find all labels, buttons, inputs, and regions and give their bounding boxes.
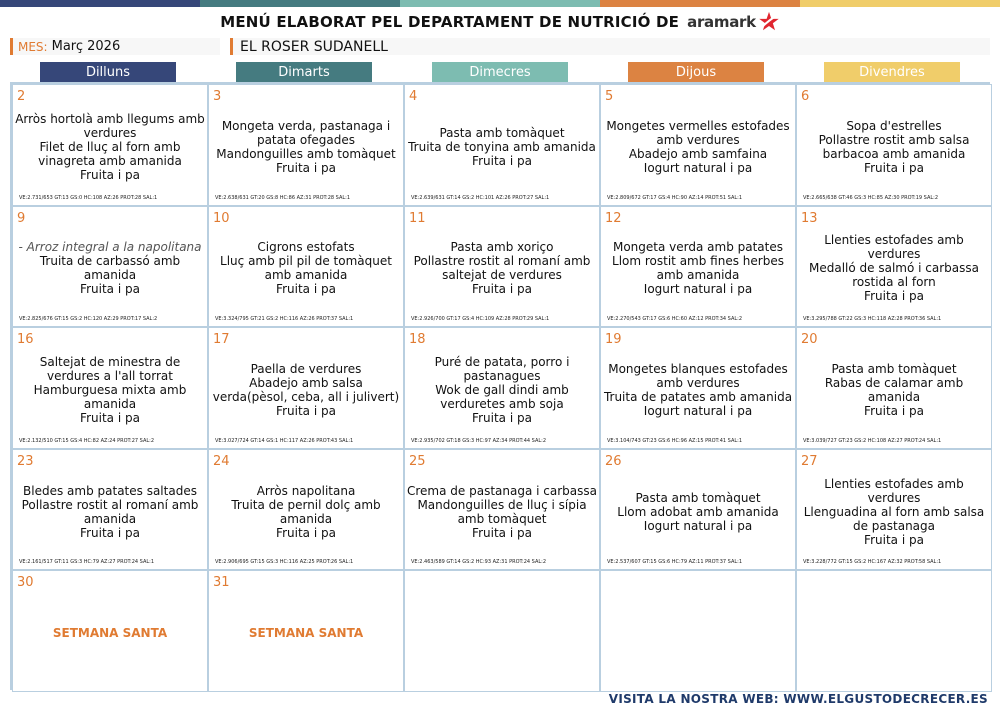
- nutrition-info: VE:2.463/589 GT:14 GS:2 HC:93 AZ:31 PROT:24 SAL:2: [411, 559, 547, 566]
- day-number: 26: [605, 453, 622, 469]
- menu-dish: Fruita i pa: [472, 410, 532, 425]
- menu-items: [15, 346, 205, 434]
- day-number: 30: [17, 575, 34, 591]
- month-field: [10, 38, 220, 55]
- band-navy: [0, 0, 200, 7]
- menu-dish: Hamburguesa mixta amb amanida: [33, 382, 187, 411]
- day-cell: [796, 206, 992, 328]
- menu-dish: Saltejat de minestra de verdures a l'all torrat: [39, 354, 181, 383]
- menu-dish: Fruita i pa: [472, 153, 532, 168]
- nutrition-info: VE:3.027/724 GT:14 GS:1 HC:117 AZ:26 PROT:43 SAL:1: [215, 437, 354, 444]
- menu-dish: Iogurt natural i pa: [643, 518, 753, 533]
- menu-dish: Mandonguilles de lluç i sípia amb tomàquet: [417, 497, 587, 526]
- menu-items: [211, 468, 401, 556]
- day-number: 19: [605, 332, 622, 348]
- day-cell: [208, 449, 404, 571]
- menu-dish: Llom adobat amb amanida: [617, 504, 779, 519]
- menu-items: [15, 103, 205, 191]
- menu-calendar: [10, 82, 990, 690]
- day-cell: [404, 206, 600, 328]
- menu-items: [603, 346, 793, 434]
- weekday-dijous: Dijous: [628, 62, 764, 82]
- menu-dish: Fruita i pa: [472, 282, 532, 297]
- day-number: 11: [409, 210, 426, 226]
- menu-dish: Pasta amb tomàquet: [439, 125, 565, 140]
- day-cell: [208, 206, 404, 328]
- nutrition-info: VE:2.906/695 GT:15 GS:3 HC:116 AZ:25 PROT:26 SAL:1: [215, 559, 354, 566]
- nutrition-info: VE:2.926/700 GT:17 GS:4 HC:109 AZ:28 PROT:29 SAL:1: [411, 316, 550, 323]
- nutrition-info: VE:2.809/672 GT:17 GS:4 HC:90 AZ:14 PROT:51 SAL:1: [607, 194, 743, 201]
- menu-dish: Truita de pernil dolç amb amanida: [231, 497, 381, 526]
- menu-dish: Llenguadina al forn amb salsa de pastanaga: [803, 504, 985, 533]
- day-cell: [208, 84, 404, 206]
- menu-dish: Fruita i pa: [864, 289, 924, 304]
- menu-items: [407, 468, 597, 556]
- menu-dish: Pollastre rostit al romaní amb amanida: [21, 497, 199, 526]
- day-number: 25: [409, 453, 426, 469]
- menu-items: [603, 468, 793, 556]
- nutrition-info: VE:3.324/795 GT:21 GS:2 HC:116 AZ:26 PROT:37 SAL:1: [215, 316, 354, 323]
- menu-dish: Filet de lluç al forn amb vinagreta amb amanida: [38, 139, 182, 168]
- menu-dish: Sopa d'estrelles: [846, 118, 942, 133]
- title-text: MENÚ ELABORAT PEL DEPARTAMENT DE NUTRICIÓ DE: [220, 13, 680, 31]
- holiday-label: SETMANA SANTA: [248, 626, 364, 641]
- menu-dish: Puré de patata, porro i pastanagues: [434, 354, 570, 383]
- nutrition-info: VE:3.228/772 GT:15 GS:2 HC:167 AZ:32 PROT:58 SAL:1: [803, 559, 942, 566]
- menu-items: [603, 225, 793, 313]
- menu-items: [15, 468, 205, 556]
- nutrition-info: VE:2.935/702 GT:18 GS:3 HC:97 AZ:34 PROT:44 SAL:2: [411, 437, 547, 444]
- day-cell: [796, 327, 992, 449]
- month-value: Març 2026: [51, 39, 121, 54]
- day-number: 27: [801, 453, 818, 469]
- menu-items: [211, 103, 401, 191]
- menu-dish: Fruita i pa: [864, 532, 924, 547]
- menu-dish: Arròs napolitana: [256, 483, 356, 498]
- menu-dish: Fruita i pa: [276, 525, 336, 540]
- menu-dish: Iogurt natural i pa: [643, 403, 753, 418]
- menu-dish: Fruita i pa: [276, 160, 336, 175]
- menu-dish: Fruita i pa: [80, 525, 140, 540]
- nutrition-info: VE:2.638/631 GT:20 GS:8 HC:86 AZ:31 PROT:28 SAL:1: [215, 194, 351, 201]
- footer-website[interactable]: VISITA LA NOSTRA WEB: WWW.ELGUSTODECRECER.ES: [608, 692, 988, 706]
- page-title: [0, 10, 1000, 34]
- menu-dish: Llenties estofades amb verdures: [824, 233, 964, 262]
- day-cell: [404, 449, 600, 571]
- menu-items: [799, 225, 989, 313]
- menu-dish: Mongetes blanques estofades amb verdures: [608, 361, 788, 390]
- menu-dish: Abadejo amb samfaina: [628, 146, 768, 161]
- menu-dish: Crema de pastanaga i carbassa: [407, 483, 597, 498]
- nutrition-info: VE:2.132/510 GT:15 GS:4 HC:82 AZ:24 PROT:27 SAL:2: [19, 437, 155, 444]
- day-cell: [796, 449, 992, 571]
- menu-dish: Llom rostit amb fines herbes amb amanida: [612, 254, 784, 283]
- weekday-dimarts: Dimarts: [236, 62, 372, 82]
- day-number: 20: [801, 332, 818, 348]
- menu-items: [407, 346, 597, 434]
- weekday-divendres: Divendres: [824, 62, 960, 82]
- menu-items: [407, 103, 597, 191]
- menu-dish: Pollastre rostit amb salsa barbacoa amb amanida: [818, 132, 970, 161]
- menu-items: [407, 225, 597, 313]
- nutrition-info: VE:3.104/743 GT:23 GS:6 HC:96 AZ:15 PROT:41 SAL:1: [607, 437, 743, 444]
- menu-dish: Pasta amb tomàquet: [635, 490, 761, 505]
- day-number: 18: [409, 332, 426, 348]
- day-number: 5: [605, 89, 614, 104]
- day-number: 17: [213, 332, 230, 348]
- day-number: 24: [213, 453, 230, 469]
- band-orange: [600, 0, 800, 7]
- menu-items: [211, 225, 401, 313]
- nutrition-info: VE:3.295/788 GT:22 GS:3 HC:118 AZ:28 PROT:36 SAL:1: [803, 316, 942, 323]
- day-cell: [796, 84, 992, 206]
- day-number: 10: [213, 210, 230, 226]
- menu-dish: Arròs hortolà amb llegums amb verdures: [15, 111, 205, 140]
- day-cell: [600, 206, 796, 328]
- day-number: 12: [605, 210, 622, 226]
- weekday-dimecres: Dimecres: [432, 62, 568, 82]
- school-field: [230, 38, 990, 55]
- menu-items: [799, 346, 989, 434]
- menu-items: [799, 103, 989, 191]
- day-cell: [600, 84, 796, 206]
- nutrition-info: VE:2.825/676 GT:15 GS:2 HC:120 AZ:29 PROT:17 SAL:2: [19, 316, 158, 323]
- band-yellow: [800, 0, 1000, 7]
- menu-dish: Iogurt natural i pa: [643, 160, 753, 175]
- nutrition-info: VE:2.161/517 GT:11 GS:3 HC:79 AZ:27 PROT:24 SAL:1: [19, 559, 155, 566]
- menu-dish: Mongetes vermelles estofades amb verdures: [606, 118, 790, 147]
- day-number: 16: [17, 332, 34, 348]
- day-number: 23: [17, 453, 34, 469]
- day-cell: [600, 327, 796, 449]
- menu-dish: Paella de verdures: [250, 361, 362, 376]
- menu-items: [211, 346, 401, 434]
- day-cell: [404, 84, 600, 206]
- menu-items: [211, 589, 401, 677]
- day-number: 31: [213, 575, 230, 591]
- day-cell: [796, 570, 992, 692]
- day-cell: [404, 570, 600, 692]
- menu-dish: Fruita i pa: [472, 525, 532, 540]
- menu-dish: Fruita i pa: [864, 160, 924, 175]
- day-cell: [12, 449, 208, 571]
- menu-dish: Mongeta verda, pastanaga i patata ofegades: [221, 118, 391, 147]
- day-cell: [12, 570, 208, 692]
- month-label: MES:: [18, 39, 48, 54]
- menu-dish: Abadejo amb salsa verda(pèsol, ceba, all i julivert): [212, 375, 400, 404]
- menu-dish: Rabas de calamar amb amanida: [824, 375, 964, 404]
- day-number: 9: [17, 210, 26, 226]
- nutrition-info: VE:2.537/607 GT:15 GS:6 HC:79 AZ:11 PROT:37 SAL:1: [607, 559, 743, 566]
- day-cell: [208, 327, 404, 449]
- nutrition-info: VE:3.039/727 GT:23 GS:2 HC:108 AZ:27 PROT:24 SAL:1: [803, 437, 942, 444]
- menu-dish: Medalló de salmó i carbassa rostida al forn: [809, 261, 979, 290]
- day-number: 4: [409, 89, 418, 104]
- menu-dish: Fruita i pa: [80, 410, 140, 425]
- menu-dish: Cigrons estofats: [257, 240, 355, 255]
- holiday-label: SETMANA SANTA: [52, 626, 168, 641]
- day-cell: [404, 327, 600, 449]
- menu-items: [15, 589, 205, 677]
- day-number: 2: [17, 89, 26, 104]
- menu-dish: Fruita i pa: [276, 403, 336, 418]
- color-band: [0, 0, 1000, 7]
- menu-dish: Pasta amb xoriço: [450, 240, 554, 255]
- menu-dish: Mandonguilles amb tomàquet: [216, 146, 396, 161]
- day-cell: [600, 449, 796, 571]
- menu-items: [603, 103, 793, 191]
- menu-dish: Llenties estofades amb verdures: [824, 476, 964, 505]
- menu-dish: Pasta amb tomàquet: [831, 361, 957, 376]
- menu-dish: - Arroz integral a la napolitana: [18, 240, 202, 255]
- day-cell: [600, 570, 796, 692]
- menu-items: [15, 225, 205, 313]
- logo-text: aramark: [687, 13, 756, 31]
- day-number: 6: [801, 89, 810, 104]
- day-cell: [12, 206, 208, 328]
- menu-dish: Truita de tonyina amb amanida: [408, 139, 596, 154]
- nutrition-info: VE:2.731/653 GT:13 GS:0 HC:108 AZ:26 PROT:28 SAL:1: [19, 194, 158, 201]
- menu-dish: Bledes amb patates saltades: [23, 483, 197, 498]
- weekday-header: [10, 62, 990, 82]
- day-cell: [12, 327, 208, 449]
- aramark-logo: [687, 11, 780, 33]
- nutrition-info: VE:2.665/638 GT:46 GS:3 HC:85 AZ:30 PROT:19 SAL:2: [803, 194, 939, 201]
- day-number: 3: [213, 89, 222, 104]
- day-cell: [208, 570, 404, 692]
- menu-dish: Lluç amb pil pil de tomàquet amb amanida: [220, 254, 392, 283]
- day-cell: [12, 84, 208, 206]
- menu-dish: Fruita i pa: [276, 282, 336, 297]
- menu-dish: Iogurt natural i pa: [643, 282, 753, 297]
- band-teal-dark: [200, 0, 400, 7]
- menu-dish: Fruita i pa: [80, 282, 140, 297]
- menu-dish: Pollastre rostit al romaní amb saltejat de verdures: [413, 254, 591, 283]
- menu-items: [799, 468, 989, 556]
- day-number: 13: [801, 210, 818, 226]
- aramark-star-icon: [758, 11, 780, 33]
- nutrition-info: VE:2.270/543 GT:17 GS:6 HC:60 AZ:12 PROT:34 SAL:2: [607, 316, 743, 323]
- band-teal-light: [400, 0, 600, 7]
- menu-dish: Mongeta verda amb patates: [612, 240, 783, 255]
- menu-dish: Wok de gall dindi amb verduretes amb soja: [435, 382, 569, 411]
- menu-dish: Fruita i pa: [80, 167, 140, 182]
- nutrition-info: VE:2.639/631 GT:14 GS:2 HC:101 AZ:26 PROT:27 SAL:1: [411, 194, 550, 201]
- school-name: EL ROSER SUDANELL: [240, 38, 388, 55]
- menu-dish: Truita de patates amb amanida: [603, 389, 793, 404]
- menu-dish: Fruita i pa: [864, 403, 924, 418]
- menu-dish: Truita de carbassó amb amanida: [39, 254, 181, 283]
- weekday-dilluns: Dilluns: [40, 62, 176, 82]
